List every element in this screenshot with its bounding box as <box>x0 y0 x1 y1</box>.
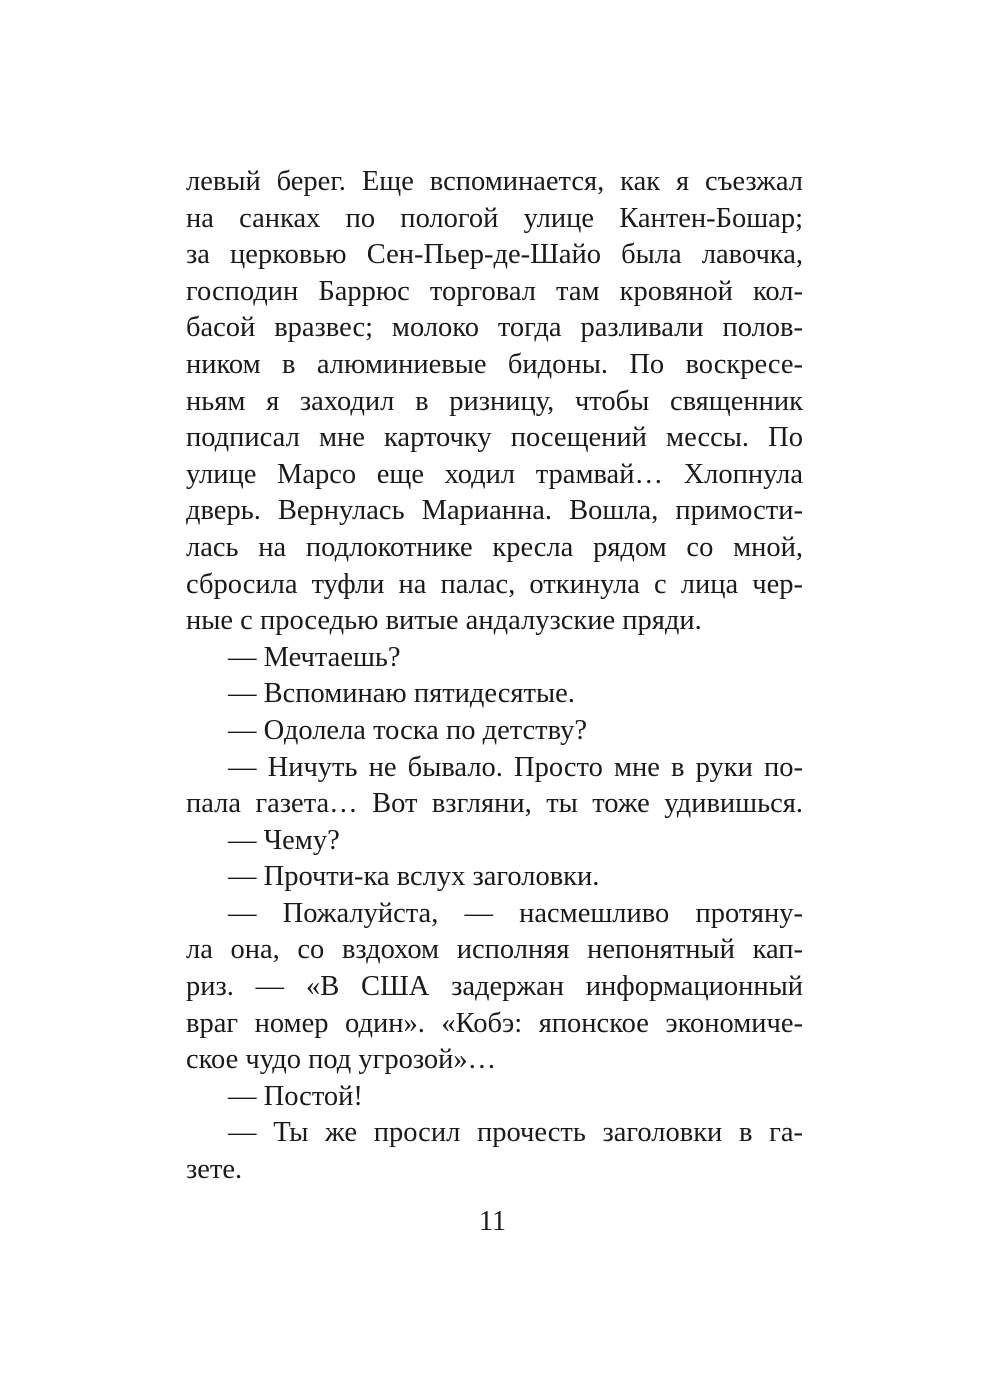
page-number: 11 <box>479 1206 506 1237</box>
text-line: ла она, со вздохом исполняя непонятный кап- <box>186 934 803 966</box>
text-line: риз. — «В США задержан информационный <box>186 971 803 1003</box>
text-line: ньям я заходил в ризницу, чтобы священник <box>186 385 803 417</box>
text-line: сбросила туфли на палас, откинула с лица чер- <box>186 568 803 600</box>
text-line: подписал мне карточку посещений мессы. По <box>186 422 803 454</box>
dialogue-line: — Вспоминаю пятидесятые. <box>228 678 575 710</box>
dialogue-line: — Ты же просил прочесть заголовки в га- <box>228 1117 803 1149</box>
dialogue-line: — Одолела тоска по детству? <box>228 714 588 746</box>
text-line: враг номер один». «Кобэ: японское экономиче- <box>186 1007 803 1039</box>
text-line: на санках по пологой улице Кантен-Бошар; <box>186 202 803 234</box>
dialogue-line: — Ничуть не бывало. Просто мне в руки по- <box>228 751 803 783</box>
text-line: улице Марсо еще ходил трамвай… Хлопнула <box>186 458 803 490</box>
text-line: ные с проседью витые андалузские пряди. <box>186 605 702 637</box>
text-line: ское чудо под угрозой»… <box>186 1044 497 1076</box>
text-line: левый берег. Еще вспоминается, как я съезжал <box>186 166 803 197</box>
text-line: басой вразвес; молоко тогда разливали полов- <box>186 312 803 344</box>
dialogue-line: — Чему? <box>228 824 340 856</box>
text-line: за церковью Сен-Пьер-де-Шайо была лавочка, <box>186 239 803 271</box>
dialogue-line: — Мечтаешь? <box>228 641 401 673</box>
text-line: господин Баррюс торговал там кровяной кол- <box>186 275 803 307</box>
dialogue-line: — Пожалуйста, — насмешливо протяну- <box>228 897 803 929</box>
dialogue-line: — Постой! <box>228 1080 363 1112</box>
dialogue-line: — Прочти-ка вслух заголовки. <box>228 861 600 893</box>
text-line: ником в алюминиевые бидоны. По воскресе- <box>186 348 803 380</box>
text-line: дверь. Вернулась Марианна. Вошла, примости- <box>186 495 803 527</box>
text-line: зете. <box>186 1154 243 1186</box>
text-line: пала газета… Вот взгляни, ты тоже удивишься. <box>186 788 803 820</box>
text-line: лась на подлокотнике кресла рядом со мной, <box>186 531 803 563</box>
body-text <box>186 164 803 1189</box>
